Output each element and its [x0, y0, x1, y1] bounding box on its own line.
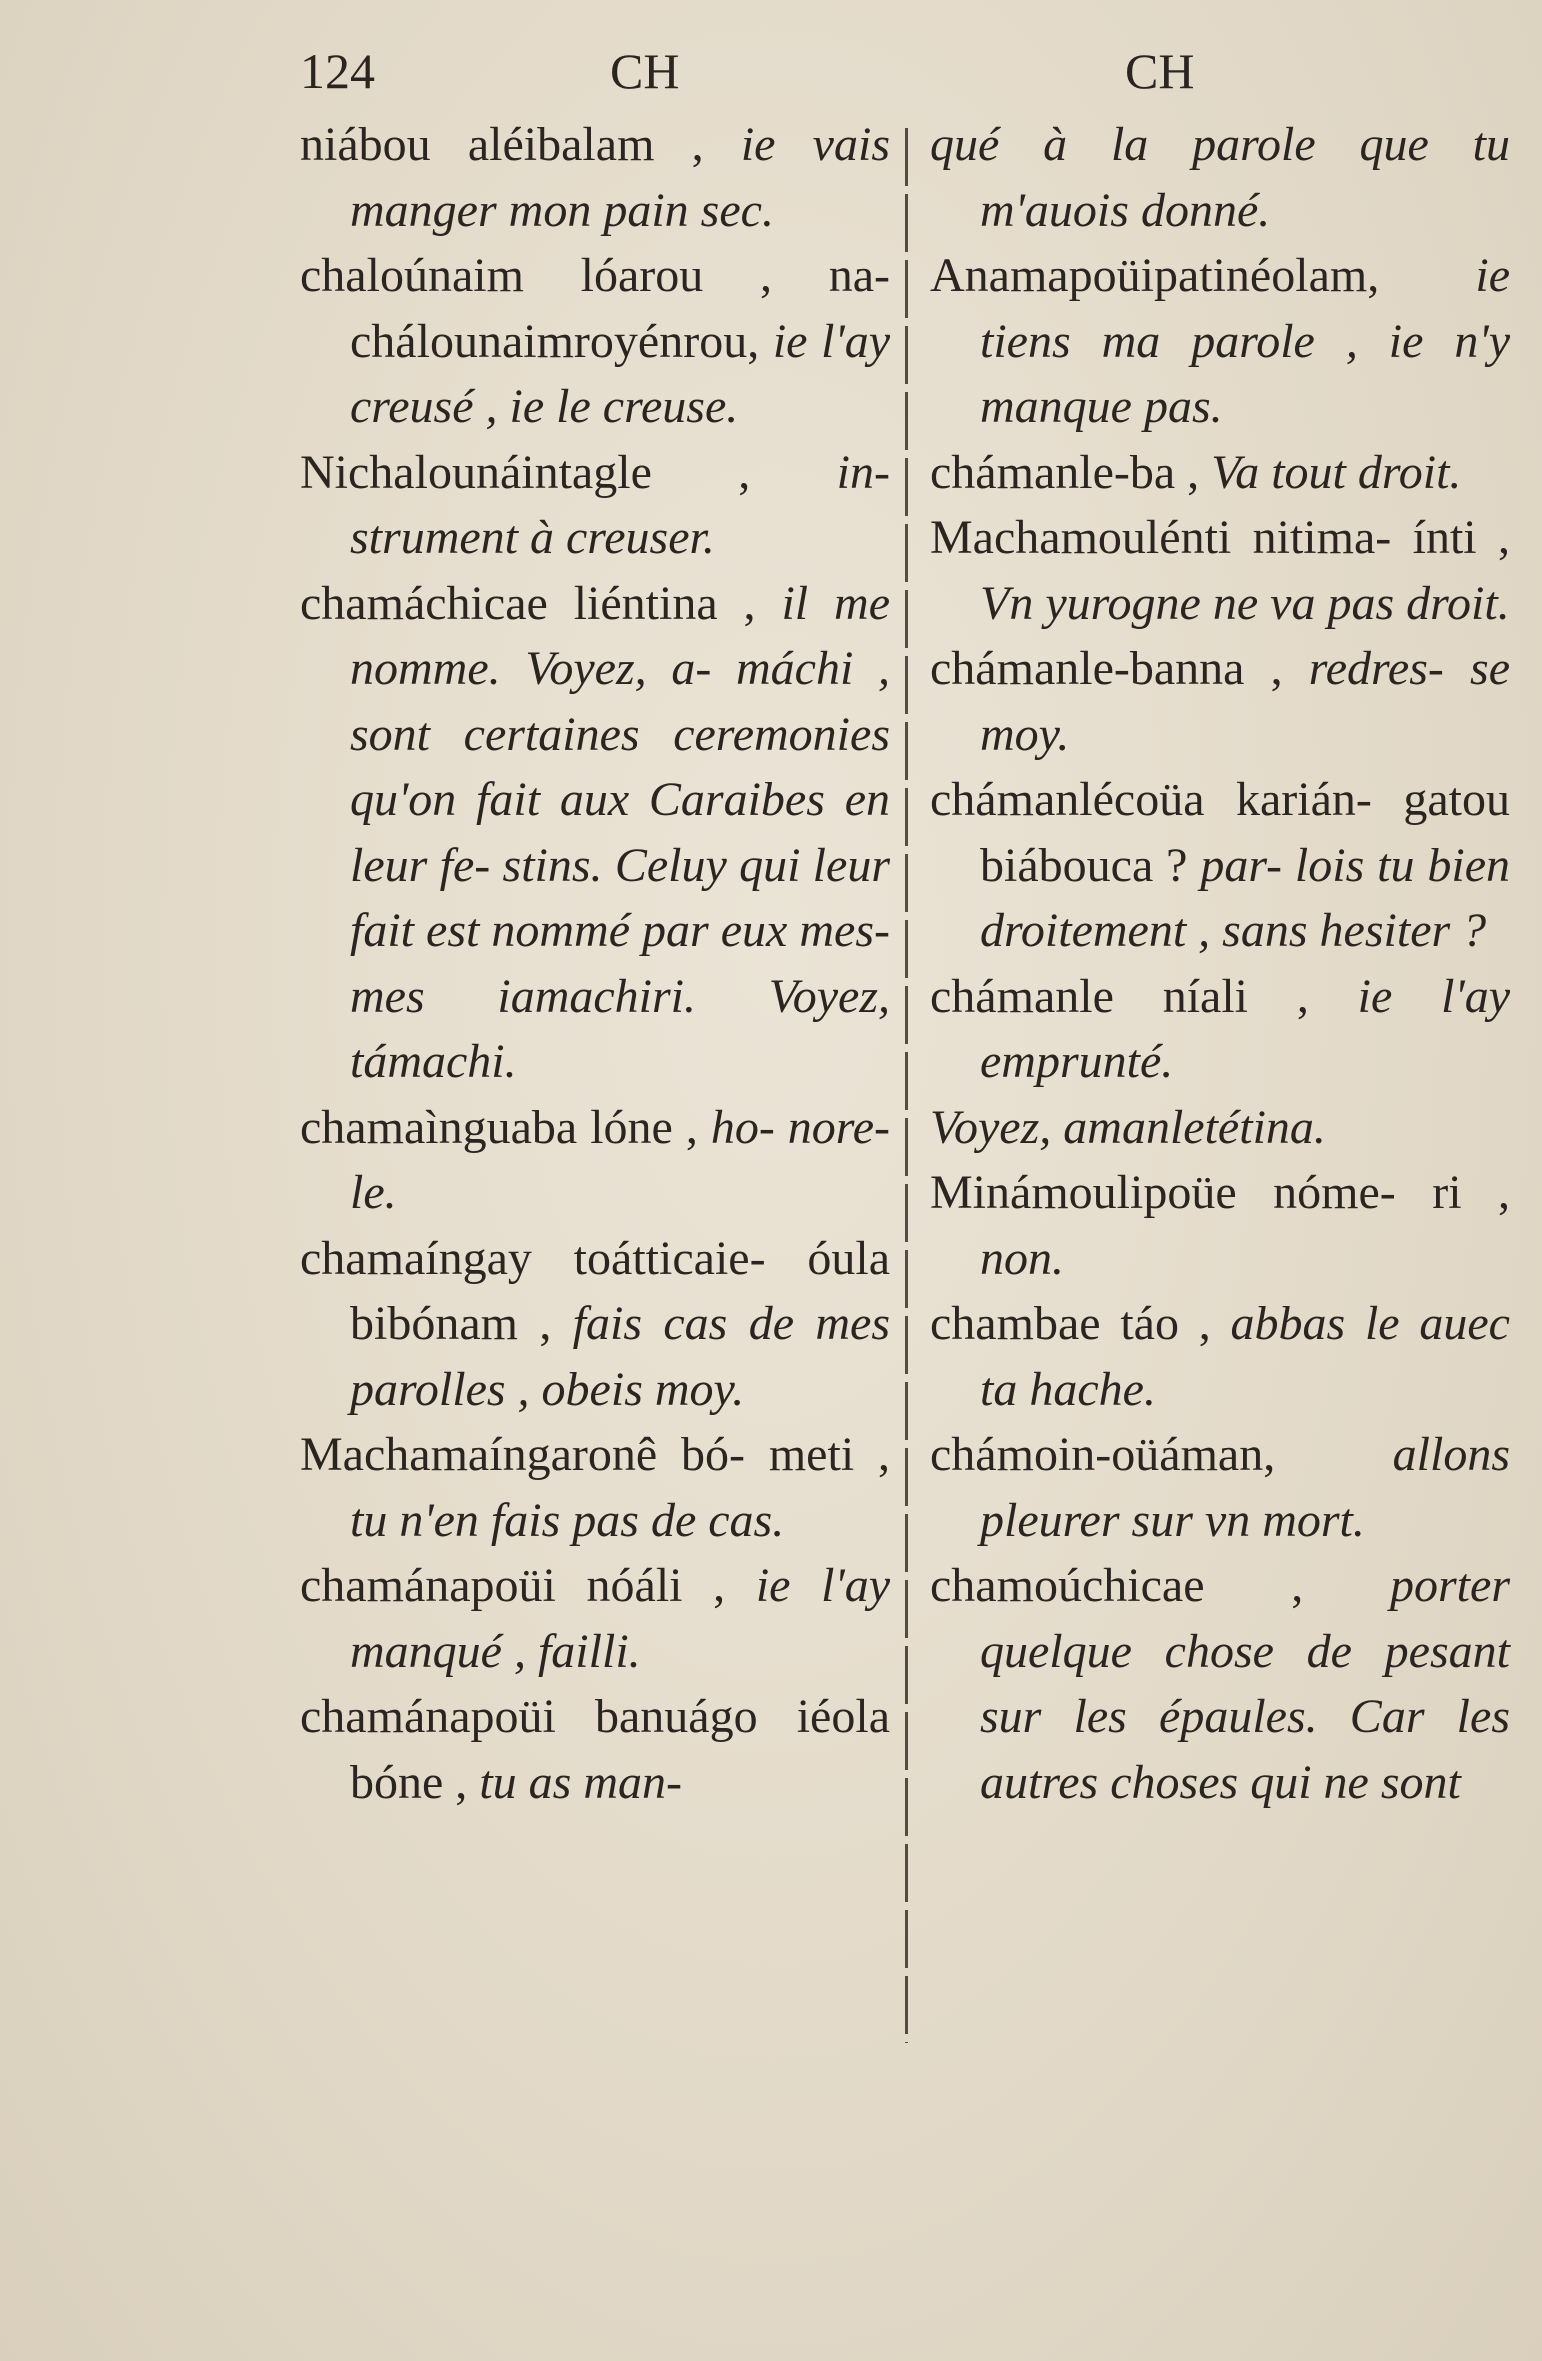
entry-headword: Machamaíngaronê bó- meti , [300, 1428, 890, 1481]
entry-headword: Machamoulénti nitima- ínti , [930, 511, 1510, 564]
column-rule [905, 128, 908, 2043]
entry-headword: chámanlécoüa karián- gatou biábouca ? [930, 773, 1510, 892]
entry-definition: Vn yurogne ne va pas droit. [980, 576, 1510, 630]
entry-headword: chamánapoüi nóáli , [300, 1559, 756, 1612]
dictionary-entry [930, 1422, 1510, 1553]
entry-headword: chámanle-banna , [930, 642, 1309, 695]
entry-headword: Nichalounáintagle , [300, 445, 837, 499]
right-column [930, 112, 1510, 1815]
entry-headword: chamáchicae liéntina , [300, 576, 782, 630]
entry-headword: chamaìnguaba lóne , [300, 1100, 711, 1154]
entry-headword: niábou aléibalam , [300, 118, 741, 171]
dictionary-entry [300, 1226, 890, 1423]
dictionary-entry [930, 964, 1510, 1095]
entry-definition: ie l'ay creusé , ie le creuse. [350, 314, 890, 433]
entry-definition: ie vais manger mon pain sec. [350, 118, 890, 237]
entry-definition: Voyez, amanletétina. [930, 1100, 1326, 1154]
entry-headword: chaloúnaim lóarou , na- chálounaimroyénrou, [300, 249, 890, 368]
entry-definition: ie l'ay emprunté. [980, 969, 1510, 1088]
dictionary-entry [930, 636, 1510, 767]
entry-definition: ie l'ay manqué , failli. [350, 1559, 891, 1678]
entry-definition: allons pleurer sur vn mort. [980, 1428, 1510, 1547]
entry-headword: chamoúchicae , [930, 1559, 1390, 1612]
dictionary-entry [930, 112, 1510, 243]
entry-definition: redres- se moy. [980, 642, 1511, 761]
entry-headword: Anamapoüipatinéolam, [930, 249, 1476, 302]
dictionary-entry [930, 767, 1510, 964]
entry-headword: chambae táo , [930, 1297, 1231, 1350]
dictionary-entry [930, 1095, 1510, 1161]
dictionary-entry [930, 243, 1510, 440]
dictionary-entry [930, 440, 1510, 506]
running-header [0, 42, 1542, 112]
entry-definition: il me nomme. Voyez, a- máchi , sont certaines ceremonies qu'on fait aux Caraibes en leur fe- stins. Celuy qui leur fait est nommé par eux mes- mes iamachiri. Voyez, támachi. [350, 576, 890, 1088]
entry-headword: chámanle níali , [930, 969, 1358, 1023]
entry-definition: qué à la parole que tu m'auois donné. [930, 118, 1510, 237]
entry-definition: porter quelque chose de pesant sur les épaules. Car les autres choses qui ne sont [980, 1559, 1510, 1809]
dictionary-entry [300, 1422, 890, 1553]
entry-definition: tu as man- [479, 1755, 682, 1809]
dictionary-entry [930, 1553, 1510, 1815]
entry-definition: par- lois tu bien droitement , sans hesiter ? [980, 838, 1511, 957]
entry-definition: tu n'en fais pas de cas. [350, 1493, 785, 1547]
dictionary-entry [930, 1160, 1510, 1291]
entry-headword: chamaíngay toátticaie- óula bibónam , [300, 1231, 890, 1350]
entry-definition: non. [980, 1231, 1064, 1285]
page-number: 124 [300, 43, 375, 99]
dictionary-entry [300, 440, 890, 571]
entry-headword: chámoin-oüáman, [930, 1428, 1393, 1481]
entry-definition: abbas le auec ta hache. [980, 1297, 1510, 1416]
dictionary-entry [300, 112, 890, 243]
dictionary-entry [300, 1553, 890, 1684]
left-heading: CH [610, 43, 680, 99]
entry-definition: Va tout droit. [1211, 445, 1462, 499]
dictionary-entry [300, 1684, 890, 1815]
entry-definition: in- strument à creuser. [350, 445, 890, 564]
entry-definition: fais cas de mes parolles , obeis moy. [350, 1297, 890, 1416]
left-column [300, 112, 890, 1815]
right-heading: CH [1125, 43, 1195, 99]
dictionary-entry [300, 243, 890, 440]
dictionary-entry [930, 1291, 1510, 1422]
dictionary-entry [300, 1095, 890, 1226]
entry-definition: ho- nore-le. [350, 1100, 890, 1219]
entry-definition: ie tiens ma parole , ie n'y manque pas. [980, 249, 1510, 433]
entry-headword: chamánapoüi banuágo iéola bóne , [300, 1690, 890, 1809]
dictionary-entry [930, 505, 1510, 636]
dictionary-entry [300, 571, 890, 1095]
entry-headword: chámanle-ba , [930, 445, 1212, 499]
entry-headword: Minámoulipoüe nóme- ri , [930, 1166, 1510, 1219]
